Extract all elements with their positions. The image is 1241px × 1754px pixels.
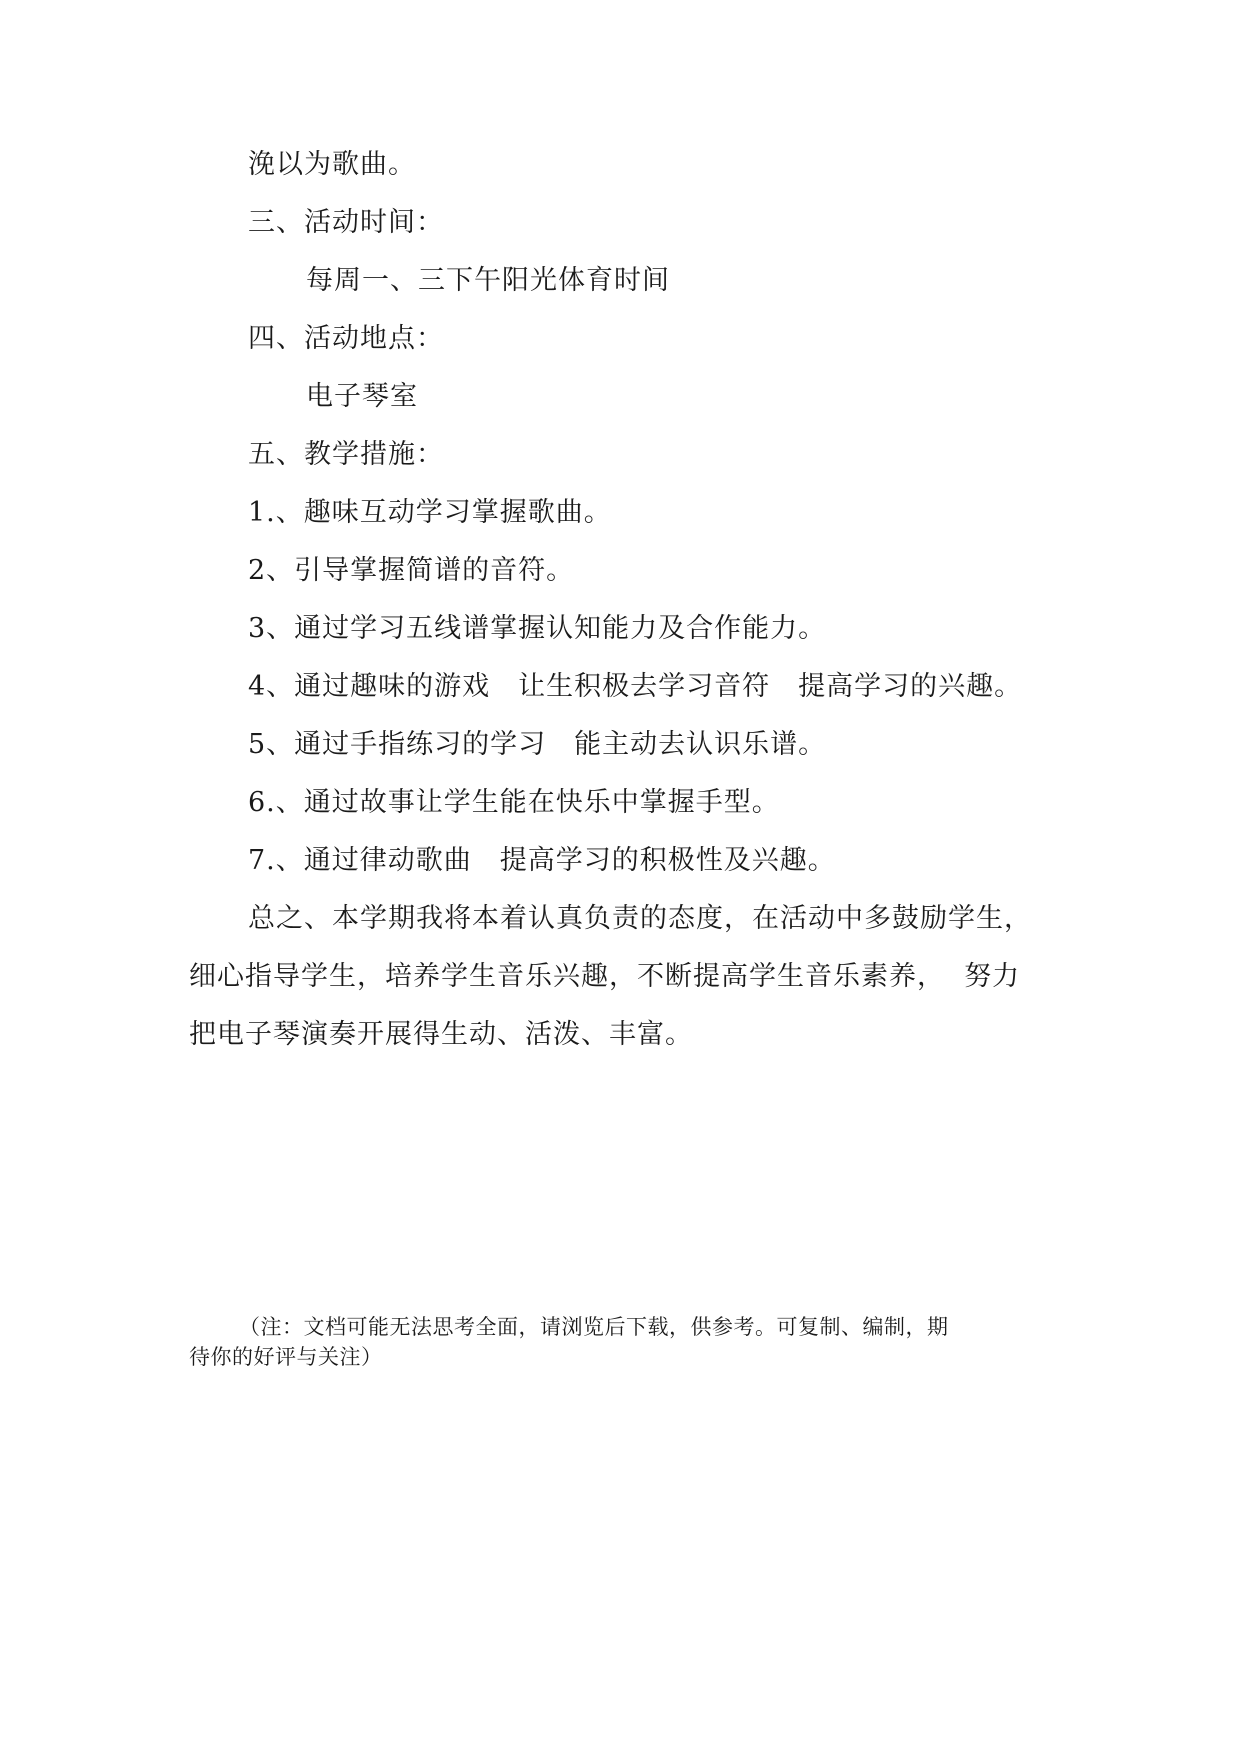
summary-line-2: 细心指导学生，培养学生音乐兴趣，不断提高学生音乐素养， 努力: [189, 961, 1021, 992]
footer-note-line-1: （注：文档可能无法思考全面，请浏览后下载，供参考。可复制、编制，期: [239, 1315, 949, 1339]
footer-note-line-2: 待你的好评与关注）: [189, 1345, 383, 1369]
list-item-1: 1.、趣味互动学习掌握歌曲。: [248, 497, 612, 528]
text-line-1: 浼以为歌曲。: [248, 149, 416, 180]
list-item-2: 2、引导掌握简谱的音符。: [248, 555, 575, 586]
summary-line-3: 把电子琴演奏开展得生动、活泼、丰富。: [189, 1019, 693, 1050]
list-item-4: 4、通过趣味的游戏 让生积极去学习音符 提高学习的兴趣。: [248, 671, 1023, 702]
text-line-time: 每周一、三下午阳光体育时间: [306, 265, 670, 296]
section-heading-measures: 五、教学措施：: [248, 439, 444, 470]
section-heading-location: 四、活动地点：: [248, 323, 444, 354]
list-item-7: 7.、通过律动歌曲 提高学习的积极性及兴趣。: [248, 845, 836, 876]
list-item-6: 6.、通过故事让学生能在快乐中掌握手型。: [248, 787, 780, 818]
list-item-5: 5、通过手指练习的学习 能主动去认识乐谱。: [248, 729, 827, 760]
list-item-3: 3、通过学习五线谱掌握认知能力及合作能力。: [248, 613, 827, 644]
summary-line-1: 总之、本学期我将本着认真负责的态度，在活动中多鼓励学生，: [248, 903, 1032, 934]
footer-note: [189, 1312, 1059, 1372]
section-heading-time: 三、活动时间：: [248, 207, 444, 238]
text-line-location: 电子琴室: [306, 381, 418, 412]
